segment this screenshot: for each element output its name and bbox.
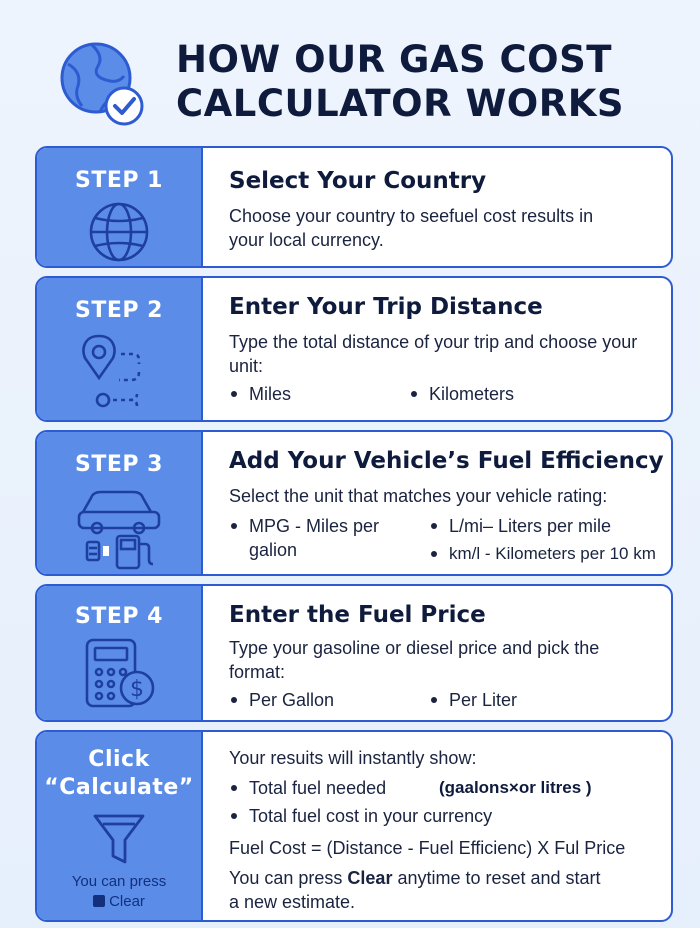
step-panel-4 (37, 586, 203, 720)
clear-icon (93, 895, 105, 907)
step-panel-2 (37, 278, 203, 420)
step-card-4 (35, 584, 673, 722)
svg-text:$: $ (130, 677, 144, 702)
step-label: STEP 4 (75, 604, 163, 629)
header (0, 0, 700, 140)
clear-instructions: You can press Clear anytime to reset and start (229, 868, 601, 888)
unit-option-kilometers: Kilometers (409, 382, 514, 406)
efficiency-option-l-mi: L/mi– Liters per mile (429, 514, 611, 538)
step-panel-3 (37, 432, 203, 574)
calculate-card (35, 730, 673, 922)
calculate-label: Click “Calculate” (44, 747, 194, 800)
step-title: Select Your Country (229, 168, 487, 194)
step-description: Type your gasoline or diesel price and pick the format: (229, 638, 600, 682)
result-fuel-cost: Total fuel cost in your currency (229, 804, 492, 828)
unit-option-miles: Miles (229, 382, 291, 406)
fuel-cost-formula: Fuel Cost = (Distance - Fuel Efficienc) X Ful Price (229, 838, 626, 858)
step-card-3 (35, 430, 673, 576)
step-card-1 (35, 146, 673, 268)
step-description: Choose your country to seefuel cost results in your local currency. (229, 206, 594, 250)
step-card-2 (35, 276, 673, 422)
step-description: Type the total distance of your trip and choose your unit: (229, 332, 638, 376)
clear-instructions-line2: a new estimate. (229, 892, 356, 912)
step-title: Add Your Vehicle’s Fuel Efficiency (229, 448, 664, 474)
efficiency-option-km-l: km/l - Kilometers per 10 km (429, 542, 656, 566)
step-label: STEP 2 (75, 298, 163, 323)
efficiency-option-mpg: MPG - Miles per galion (229, 514, 409, 562)
clear-hint: You can press Clear (71, 873, 167, 910)
globe-check-icon (52, 36, 148, 128)
step-label: STEP 3 (75, 452, 163, 477)
page-title: HOW OUR GAS COST CALCULATOR WORKS (176, 38, 625, 125)
price-option-per-gallon: Per Gallon (229, 688, 334, 712)
results-intro: Your resuits will instantly show: (229, 748, 477, 768)
result-fuel-needed-units: (gaalons×or litres ) (439, 778, 592, 797)
funnel-icon (77, 810, 161, 870)
step-title: Enter Your Trip Distance (229, 294, 543, 320)
map-pin-route-icon (77, 332, 161, 416)
result-fuel-needed: Total fuel needed (229, 776, 386, 800)
car-fuel-pump-icon (77, 484, 161, 570)
globe-icon (77, 196, 161, 266)
step-description: Select the unit that matches your vehicle rating: (229, 486, 608, 506)
step-label: STEP 1 (75, 168, 163, 193)
step-panel-1 (37, 148, 203, 266)
calculator-dollar-icon (77, 638, 161, 714)
price-option-per-liter: Per Liter (429, 688, 517, 712)
calculate-panel (37, 732, 203, 920)
step-title: Enter the Fuel Price (229, 602, 486, 628)
